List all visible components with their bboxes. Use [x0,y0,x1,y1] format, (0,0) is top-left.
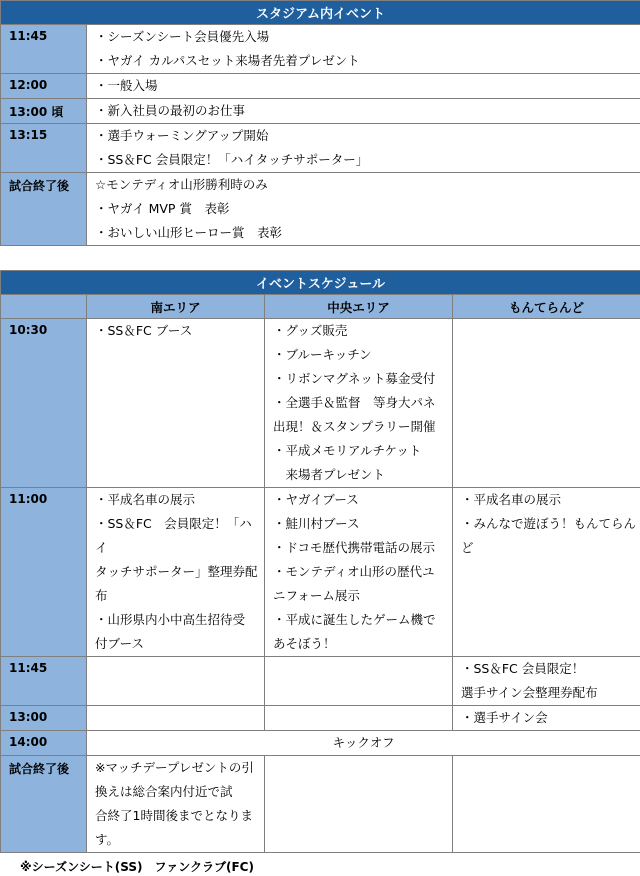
schedule-item: あそぼう！ [273,636,336,651]
column-header-row [1,295,640,319]
schedule-cell-center [265,706,453,731]
schedule-row [1,756,640,853]
schedule-item: ・グッズ販売 [273,323,348,338]
event-item: ・選手ウォーミングアップ開始 [95,128,269,143]
time-cell: 14:00 [1,731,87,756]
schedule-cell-south [87,319,265,488]
schedule-item: ・ブルーキッチン [273,347,372,362]
event-item: ・シーズンシート会員優先入場 [95,29,270,44]
schedule-item: 出現！＆スタンプラリー開催 [273,419,436,434]
time-cell: 10:30 [1,319,87,488]
time-cell: 13:00 [1,706,87,731]
schedule-item: ・平成名車の展示 [95,492,196,507]
stadium-events-title: スタジアム内イベント [1,1,640,25]
schedule-row [1,319,640,488]
event-cell [87,25,640,74]
schedule-item: タッチサポーター」整理券配 [95,564,258,579]
event-cell [87,74,640,99]
schedule-item: 換えは総合案内付近で試 [95,784,233,799]
schedule-item: ・ドコモ歴代携帯電話の展示 [273,540,436,555]
schedule-cell-center [265,657,453,706]
schedule-item: ・モンテディオ山形の歴代ユ [273,564,435,579]
schedule-row [1,731,640,756]
event-item: ・ヤガイ MVP 賞 表彰 [95,201,230,216]
kickoff-cell: キックオフ [87,731,640,756]
schedule-cell-south [87,488,265,657]
schedule-item: 付ブース [95,636,145,651]
event-schedule-table [0,270,640,853]
column-header: 中央エリア [265,295,453,319]
schedule-row [1,706,640,731]
schedule-item: ・リボンマグネット募金受付 [273,371,436,386]
schedule-item: ・平成名車の展示 [461,492,562,507]
time-cell: 11:45 [1,657,87,706]
stadium-row [1,25,640,74]
stadium-row [1,173,640,246]
schedule-cell-south [87,706,265,731]
event-item: ・おいしい山形ヒーロー賞 表彰 [95,225,283,240]
schedule-cell-monte [453,488,640,657]
time-cell: 試合終了後 [1,756,87,853]
schedule-item: ・全選手＆監督 等身大パネ [273,395,436,410]
schedule-item: ・山形県内小中高生招待受 [95,612,246,627]
schedule-item: ・平成に誕生したゲーム機で [273,612,436,627]
schedule-cell-monte [453,657,640,706]
stadium-row [1,74,640,99]
event-cell [87,124,640,173]
column-header-blank [1,295,87,319]
event-cell [87,99,640,124]
schedule-item: 布 [95,588,108,603]
time-cell: 13:00 頃 [1,99,87,124]
schedule-item: ど [461,540,474,555]
schedule-item: す。 [95,832,120,847]
event-schedule-title: イベントスケジュール [1,271,640,295]
schedule-item: ニフォーム展示 [273,588,360,603]
schedule-item: ・みんなで遊ぼう！もんてらん [461,516,637,531]
time-cell: 試合終了後 [1,173,87,246]
schedule-cell-south [87,657,265,706]
footnote: ※シーズンシート(SS) ファンクラブ(FC) [20,860,254,874]
schedule-item: 選手サイン会整理券配布 [461,685,598,700]
schedule-row [1,488,640,657]
schedule-item: ・SS＆FC 会員限定！ [461,661,585,676]
schedule-item: 来場者プレゼント [273,467,386,482]
schedule-item: ・ヤガイブース [273,492,359,507]
stadium-events-table [0,0,640,246]
event-cell [87,173,640,246]
schedule-cell-monte [453,319,640,488]
time-cell: 11:45 [1,25,87,74]
stadium-row [1,124,640,173]
stadium-row [1,99,640,124]
schedule-cell-monte [453,706,640,731]
schedule-item: ※マッチデープレゼントの引 [95,760,254,775]
column-header: 南エリア [87,295,265,319]
event-item: ・一般入場 [95,78,158,93]
event-item: ・SS＆FC 会員限定！「ハイタッチサポーター」 [95,152,369,167]
schedule-row [1,657,640,706]
schedule-item: 合終了1時間後までとなりま [95,808,253,823]
time-cell: 13:15 [1,124,87,173]
schedule-cell-south [87,756,265,853]
schedule-cell-center [265,488,453,657]
schedule-cell-monte [453,756,640,853]
event-item: ☆モンテディオ山形勝利時のみ [95,177,268,192]
schedule-item: ・平成メモリアルチケット [273,443,422,458]
schedule-item: ・選手サイン会 [461,710,548,725]
schedule-cell-center [265,756,453,853]
time-cell: 12:00 [1,74,87,99]
time-cell: 11:00 [1,488,87,657]
event-item: ・新入社員の最初のお仕事 [95,103,246,118]
schedule-item: ・鮭川村ブース [273,516,360,531]
event-item: ・ヤガイ カルパスセット来場者先着プレゼント [95,53,360,68]
column-header: もんてらんど [453,295,640,319]
schedule-cell-center [265,319,453,488]
schedule-item: ・SS＆FC ブース [95,323,193,338]
schedule-item: ・SS＆FC 会員限定！「ハイ [95,516,252,555]
